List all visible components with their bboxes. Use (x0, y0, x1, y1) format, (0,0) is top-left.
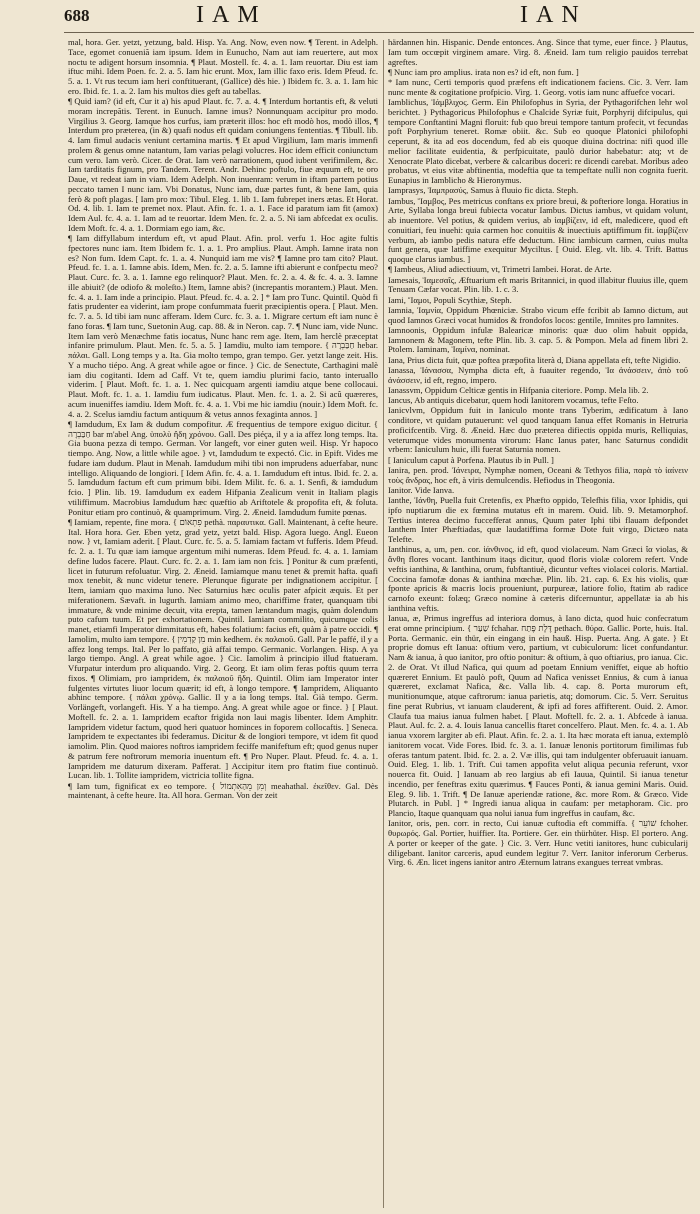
entry-ianassum: Ianassvm, Oppidum Celticæ gentis in Hifpania citeriore. Pomp. Mela lib. 2. (388, 384, 649, 395)
entry-iam-tense: mal, hora. Ger. yetzt, yetzung, bald. Hisp. Ya. Ang. Now, even now. ¶ Terent. in Adelph. Tace, egomet conueniã iam ipsum. Idem in Eunucho, Nam aut iam reuertere, aut mox noctu te adigent horsum insomnia. ¶ Plaut. Mostell. fc. 4. a. 1. Iam reuortar. Diu est iam iftuc mihi. Idem Poen. fc. 2. a. 5. Iam hic erunt. Mox, Iam illic faxo eris. Idem Pfeud. fc. 5. a. 1. Vt rus tecum iam heri conftituerant, (Gallice) dès hie. ) Ibidem fc. 3. a. 1. Iam hic ero. Ibid. fc. 1. a. 2. Iam his multos dies geft au tabellas. (68, 38, 378, 96)
entry-nunc-iam: ¶ Nunc iam pro amplius. irata non es? id eft, non fum. ] (388, 66, 579, 77)
entry-ianthe: Ianthe, Ἰάνθη, Puella fuit Cretenfis, ex Phæfto oppido, Telefhis filia, vxor Iphidis, qui ipfo nuptiarum die ex fœmina mutatus eft in marem. Ouid. lib. 9. Metamorphof. Tertius interea decimo fuccefferat annus, Quum pater Iphi tibi flauam defpondet Ianthem Inter Phæftiadas, quæ laudatiffima formæ Dote fuit virgo, Dictæo nata Telefte. (388, 495, 688, 544)
left-running-head: IAM (196, 2, 267, 28)
left-column (68, 38, 378, 1210)
entry-iambeus: ¶ Iambeus, Aliud adiectiuum, vt, Trimetri Iambei. Horat. de Arte. (388, 264, 612, 275)
column-divider (383, 40, 384, 1208)
entry-iam-nunc: * Iam nunc, Certi temporis quod præfens eft indicationem faciens. Cic. 3. Verr. Iam nunc mente & cogitatione profpicio. Virg. 1. Georg. votis iam nunc affuefce vocari. (388, 77, 688, 97)
entry-ianassa: Ianassa, Ἰάνασσα, Nympha dicta eft, à fuauiter regendo, Ἰα ἀνάσσειν, ἀπὸ τοῦ ἀνάσσειν, id eft, regno, impero. (388, 364, 688, 385)
entry-quid-iam: ¶ Quid iam? (id eft, Cur it a) his apud Plaut. fc. 7. a. 4. ¶ Interdum hortantis eft, & veluti moram increpãtis. Terent. in Eunuch. Iamne imus? Nonnunquam accipitur pro modo. Virgilius 3. Georg. Iamque hos curfus, iam præterit illos: hoc eft modò hos, modò illos, ¶ Interdum pro præterea, (in &) quafi nodus eft quidam coniungens fententias. ¶ Tibull. lib. 4. Iam fimul audacis veniunt certamina martis. ¶ Et apud Virgilium, Iam maris immenfi prolem & genus omne natantum, Iam varias pelagi volucres. Hoc idem efficit coniunctum cum vero. Iam verò. Cicer. de Orat. Iam verò narrationem, quod iubent verifimilem, &c. Iam tarditatis fignum, pro Tandem. Terent. Andr. Dehinc poftulo, fiue æquum eft, te oro Daue, vt redeat iam in viam. Idem Adelph. Non inuenram: verum in iftam partem potius peccato tamen I nunc iam. Vbi Donatus, Nunc iam, duæ partes funt, & bene Iam, quia ferò & poft plagas. [ Iam pro mox: Tibul. Eleg. 1. lib 1. Iam fubrepet iners ætas. Et Horat. Od. 4. lib. 1. Iam te premet nox. Plaut. Afin. fc. 1. a. 1. Face id paratum iam fit (amox) Idem Aul. fc. 4. a. 1. Iam ad te reuortar. Idem Men. fc. 2. a. 5. Ni iam abfcedat ex oculis. Idem Moft. fc. 4. a. 1. Dormiam ego iam, &c. (68, 96, 378, 233)
entry-iamnoonis: Iamnoonis, Oppidum infulæ Balearicæ minoris: quæ duo olim habuit oppida, Iamnonem & Magonem, tefte Plin. lib. 3. cap. 5. & Pompon. Mela ad finem libri 2. Ptolem. Iaminam, Ἰαμίνα, nominat. (388, 324, 688, 355)
entry-iambus: Iambus, Ἴαμβος, Pes metricus conftans ex priore breui, & pofteriore longa. Horatius in Arte, Syllaba longa breui fubiecta vocatur Iambus. Dictus iambus, vt quidam volunt, ab inuentore. Vel potius, & quidem verius, ab ἰαμβίζειν, id eft, maledicere, quod eft conuitiari, feu inuehi: quia carmen hoc conuitiis & inuectiuis aptiffimum fit. ἰαμβίζειν verbum, ab iambo pedis natura effe deductum. Hinc iambicum carmen, cuius multa funt genera, quæ latiffime exequitur Myciltus. [ Ouid. Eleg. vlt. lib. 4. Trift. Battus quoque clarus iambus. ] (388, 195, 688, 264)
entry-ianitor: Ianitor, oris, pen. corr. in recto, Cui ianuæ cuftodia eft commiffa. { שׁוֹעֵר fchoher. θυρωρός. Gal. Portier, huiffier. Ita. Portiere. Ger. ein thürhüter. Hisp. El portero. Ang. A porter or keeper of the gate. } Cic. 3. Verr. Hunc vetiti ianitores, hunc cubicularij diligebant. Ianitor carceris, apud eundem legitur 7. Verr. Ianitor inferorum Cerberus. Virg. 6. Æn. licet ingens ianitor antro Æternum latrans exangues terreat vmbras. (388, 818, 688, 868)
entry-ianiculum-caput: [ Ianiculum caput à Porfena. Plautus ib in Pull. ] (388, 454, 554, 465)
entry-ianthinus: Ianthinus, a, um, pen. cor. ἰάνθινος, id eft, quod violaceum. Nam Græci ἴα violas, & ἄνθη flores vocant. Ianthinum itaqs dicitur, quod floris violæ colorem refert. Vnde veftis ianthina, & Ianthina, orum, fubftantiuè, dicuntur veftes violacei coloris. Martial. Coccina famofæ donas & ianthina mœchæ. Plin. lib. 21. cap. 6. Ex his violis, quæ fponte apricis & macris locis proueniunt, purpureæ, latiore folio, ftatim ab radice carnofo exeunt: folæq; Græco nomine à cæteris difcernuntur, appellatæ ia ab his ianthina veftis. (388, 544, 688, 613)
entry-iamiam: ¶ Iamiam, repente, fine mora. { פִתְאוֹם pethà. παραυτικα. Gall. Maintenant, à cefte heure. Ital. Hora hora. Ger. Eben yetz, grad yetz, yetzt bald. Hisp. Agora luego. Angl. Eueon now. } vt, Iamiam aderit. [ Plaut. Curc. fc. 5. a. 5. Iamiam factam vt fufferis. Idem Pfeud. fc. 2. a. 1. Tu quæ iam iamque argentum mihi numeras. Idem Pfeud. fc. 4. a. 1. Iamiam define ludos facere. Plaut. Curc. fc. 2. a. 1. Iam iam non fcis. ] Ponitur & cum præfenti, licet in futurum refoluatur. Virg. 2. Æneid. Iamiamque manu tenet & premit hafta. quafi mox tenebit, & nunc videtur tenere. Plerunque figurate per indignationem accipitur. [ Item, iamiam quo maxima luno. Nec Saturnius hæc oculis pater afpicit æquis. Et per miferationem. Sævaft. in lugurth. Iamiam animo meo, chariffime frater, quanquam tibi immature, & vnde minime decuit, vita erepta, tamen læntandum magis, quàm dolendum puto cafum tuum. Et per exhortationem. Quintil. Iamiam commilito, quicumque colis manet, etiamfi Imperator dimmitatus eft, habes folatium: facius eft, quàm à patre occidi. ¶ Iamolim, multo iam tempore. { מִן קַדְמִין min kedhem. ἐκ παλαιοῦ. Gall. Par le paffé, il y a affez long temps. Ital. Per lo paffato, già affai tempo. Germanic. Vorlangen. Hisp. A ya largo tiempo. Angl. A great while agoe. } Cic. Iamolim à principio illud ftatueram. Vfurpatur interdum pro aliquando. Virg. 2. Georg. Et iam olim feras poftis quum terra fixos. ¶ Olimiam, pro iampridem, ἐκ παλαιοῦ ἢδη. Quintil. Olim iam Imperator inter fulgentes virtutes liuor locum quærit; id eft, à longo tempore. ¶ Iampridem, Aliquanto abhinc tempore. { πάλαι χρόνῳ. Gallic. Il y a ia long temps. Ital. Già tempo. Germ. Vorlängeft, vorlangeft. His. Y a ha tiempo. Ang. A great while agoe or fince. } [ Plaut. Moftell. fc. 2. a. 1. Iampridem ecaftor frigida non laui magis libenter. Idem Amphitr. Iampridem videtur factum, quod heri quatuor hominces in foporem collocaftis. ] Seneca. Iampridem te expectantes ibi federamus. Dicitur & de longiori tempore, vt idem fit quod iamolim. Plin. Quod maiores noftros iampridem feciffe manifeftum eft; quod genus nuper & patrum fere noftrorum memoria inuentum eft. ¶ Pro Nuper. Plaut. Pfeud. fc. 4. a. 1. Iampridem me daturum dixeram. Pafferat. ] Accipitur item pro ftatim fiue continuò. Lucan. lib. 1. Tollite iampridem, victricia tollite figna. (68, 516, 378, 781)
entry-iamprasys: Iamprasys, Ἰαμπρασύς, Samus à fluuio fic dicta. Steph. (388, 185, 579, 196)
entry-continuation: härdannen hin. Hispanic. Dende entonces. Ang. Since that tyme, euer fince. } Plautus, Iam tum occœpit virginem amare. Virg. 8. Æneid. Iam tum religio pauidos terrebat agreftes. (388, 38, 688, 67)
entry-iamdudum: ¶ Iamdudum, Ex Iam & dudum compofitur. Æ frequentius de tempore exiguo dicitur. { חַבַּבְרָה bar m'abel Ang. ὑπολὺ ἢδη χρόνου. Gall. Des piéça, il y a ia affez long temps. Ita. Gia buona pezza di tempo. German. Vor langeft, vor einer guten weil. Hisp. Yr hapoco tiempo. Ang. Now, a little while agoe. } vt, Iamdudum te expectó. Cic. in Epift. Vides me fudare iam dudum. Plaut in Menah. Iamdudum mihi tibi non imprudens aduerfabar, nunc intelligo. Aliquando de longiori. [ Idem Afin. fc. 4. a. 1. Iamdudum eft intus. Ibid. fc. 2. a. 5. Iamdudum factum eft cum primum bibi. Idem Milit. fc. 6. a. 1. Senfi, & iamdudum fcio. ] Plin. lib. 19. Iamdudum ex eadem Hifpania Zealicum venit in Italiam plagis vtiliffimum. Macrobius Iamdudum hæc quæftio ab Ariftotele & propofita eft, & foluta. Ponitur etiam pro continuò, & quamprimum. Virg. 2. Æneid. Iamdudum fumite pœnas. (68, 418, 378, 517)
right-running-head: IAN (520, 2, 587, 28)
entry-ianiculum: Ianicvlvm, Oppidum fuit in Ianiculo monte trans Tyberim, ædificatum à Iano conditore, vt quidam putauerunt: vel quod tanquam Ianua effet Romanis in Hetruria proficifcentib. Virg. 8. Æneid. Hæc duo præterea difiectis oppida muris, Relliquias, veterumque vides monumenta virorum: Hanc Ianus pater, hanc Saturnus condidit vrbem: Ianiculum huic, illi fuerat Saturnia nomen. (388, 405, 688, 455)
entry-iana: Iana, Prius dicta fuit, quæ poftea præpofita literà d, Diana appellata eft, tefte Nigidio. (388, 354, 681, 365)
entry-ianitor-ref: Ianitor. Vide Ianva. (388, 484, 455, 495)
right-column (388, 38, 688, 1210)
entry-ianira: Ianira, pen. prod. Ἰάνειρα, Nymphæ nomen, Oceani & Tethyos filia, παρὰ τὸ ἰαίνειν τοὺς ἄνδρας, hoc eft, à viris demulcendis. Hefiodus in Theogonia. (388, 464, 688, 485)
entry-iamblichus: Iamblichus, Ἰάμβλιχος. Germ. Ein Philofophus in Syria, der Pythagorifchen lehr wol berichtet. } Pythagoricus Philofophus e Chalcide Syriæ fuit, Porphyrij difcipulus, qui tempore Conftantini Magni floruit: fub quo breui tempore tantum profecit, vt fecundas poft Porphyrium teneret. Romæ obiit. &c. Sub eo quoque Platonici philofophi ceperunt, & ita ad eos docendum, fed ab eis quoque diuina doctrina: nifi quod ille melior facilitate euidentia, & perfpicuitate, paulò durior habebatur: atq; vt de Xenocrate Plato dicebat, verbere & calcaribus doceri: re dicendi carebat. Moribus adeo probatus, vt eius vitæ abftinentia, modeftia que ta tempeftate nulli non cognita fuerit. Eunapius in Iamblicho & Hieronymus. (388, 97, 688, 185)
entry-iam-disyllabic: ¶ Iam diffyllabum interdum eft, vt apud Plaut. Afin. prol. verfu 1. Hoc agite fultis fpectores nunc iam. Item Ibidem fc. 1. a. 1. Pro amplius. Plaut. Amph. Iamne irata non es? Non fum. Idem Capt. fc. 1. a. 4. Nunquid iam me vis? ¶ Iamne pro tam cito? Plaut. Pfeud. fc. 1. a. 1. Iamne abis. Idem, Men. fc. 2. a. 5. Iamne ifti abierunt e confpectu meo? Plaut. Curc. fc. 3. a. 1. Iamne ego relinquor? Plaut. Men. fc. 2. a. 4. & fc. 4. a. 3. Iamne ille abiuit? (de odiofo & moleſto.) Item, Iamne abis? (increpantis morantem.) Plaut. Men. fc. 4. a. 1. Iam inde a principio. Plaut. Pfeud. fc. 4. a. 2. ] * Iam pro Tunc. Quintil. Quòd fi fatis prudenter ea viderint, iam prope confummata fuerit præcipientis opera. [ Plaut. Men. fc. 7. a. 5. Id tibi iam nunc afferam. Idem Curc. fc. 3. a. 1. Migrare certum eft iam nunc è fano foras. ¶ Iam tunc, Suetonin Aug. cap. 88. & in Neron. cap. 7. ¶ Nunc iam, vide Nunc. Item Iam verò Menæchme fatis iocatus, Nunc hanc rem age. Item, Iam herclè præceptat infanire primulum. Plaut. Men. fc. 5. a. 5. ] Iamdiu, multo iam tempore. { חַבַּבְרָה hebar. πάλαι. Gall. Long temps y a. Ita. Gia molto tempo, gran tempo. Ger. yetzt lange zeit. His. Y a mucho tiépo. Ang. A great while agoe or fince. } Cic. de Senectute, Carthagini malè iam diu cogitanti. Idem ad Caff. Vt te, quem iamdiu plurimi facio, tanto interuallo viderim. [ Plaut. Moft. fc. 1. a. 1. Nec quicquam argenti iamdiu atque bene collocaui. Plaut. Moft. fc. 1. a. 1. Iamdiu fum iudicatus. Plaut. Men. fc. 1. a. 2. Si acû quæreres, acum inueniffes iamdiu. Idem Moft. fc. 4. a. 1. Vbi me hic iamdiu (nouir.) Idem Moft. fc. 4. a. 2. Scelus iamdiu factum antiquum & vetus annos fexaginta annos. ] (68, 233, 378, 419)
entry-iamnia: Iamnia, Ἰαμνία, Oppidum Phœniciæ. Strabo vicum effe fcribit ab Iamno dictum, aut quod Iamnos Græci vocat humidos & frondofos locos: gentile, Imnites pro Iamnites. (388, 304, 688, 325)
entry-iancus: Iancus, Ab antiquis dicebatur, quem hodi Ianitorem vocamus, tefte Feſto. (388, 395, 639, 405)
entry-iami: Iami, Ἴαμοι, Populi Scythiæ, Steph. (388, 294, 512, 305)
page-number: 688 (64, 6, 90, 25)
entry-iam-tum: ¶ Iam tum, fignificat ex eo tempore. { וְמִן מֵהַאִתְמוֹל meahathal. ἐκεῖθεν. Gal. Dès maintenant, à cefte heure. Ita. All hora. German. Von der zeit (68, 780, 378, 801)
entry-ianua: Ianua, æ, Primus ingreffus ad interiora domus, à Iano dicta, quod huic confecratum erat omne principium. { שַׁעַר fchahar. דֶּלֶת פֶּתַח pethach. θύρα. Gallic. Porte, huis. Ital. Porta. Germanic. ein thür, ein eingang in ein hauß. Hisp. Puerta. Ang. A gate. } Et proprie domus eft Ianua: oftium vero, partium, vt cubiculorum: licet confundantur. Nam & ianua, à quo ianitor, pro oftio ponitur: & oftium, à quo oftiarius, pro ianua. Cic. 2. de Orat. Vt illud Nafica, qui quum ad poetam Ennium veniffet, eique ab hoftio quæreret Ennium. Et paulò poft, Quum ad Nafica venisset Ennius, & cum à ianua quæreret, exclamat Nafica, &c. Valla lib. 4. cap. 8. Porta murorum eft, munitionumque, atque caftrorum: ianua parietis, atq; domorum. Cic. 5. Verr. Seruitus fine perat Rubrius, vt ianuam clauderent, & ipfi ad fores affifterent. Ouid. 2. Amor. Claufa tua maius ianua fulmen habet. [ Plaut. Moftell. fc. 2. a. 1. Abfcede à ianua. Plaut. Aul. fc. 2. a. 4. Iouis Ianua cancellis ftaret concelfero. Plaut. Men. fc. 4. a. 1. Ab ianua vxorem largiter ab efi. Plaut. Afin. fc. 2. a. 1. Ita hæc morata eft ianua, extemplò ianitorem vocat. Vide Fores. Ibid. fc. 3. a. 1. Ianuæ lenonis portitorum fimilimas fub oferas tantum patent. Ibid. fc. 2. a. 2. Væ illis, qui tam indulgenter obferuauit ianuam. Ouid. Eleg. 1. lib. 1. Trift. Cui tamen appofita velut aliqua pecunia referunt, vxor nouerca fit. Ouid. ] Ianuam ab reo largius ab efi Iauua, Quintil. Si ianua tenetur incendio, per feneftras exitu quærimus. ¶ Fauces Ponti, & ianua gemini Maris. Ouid. Eleg. 9. lib. 1. Trift. ¶ De Ianuæ aperiendæ ratione, &c. more Rom. & Græco. Vide Plutarch. in Publ. ] * Ingredi ianua aliqua in caufam: per metaphoram. Cic. pro Plancio, Itaque quanquam qua nolui ianua fum ingreffus in caufam, &c. (388, 613, 688, 818)
header-rule (64, 32, 694, 33)
entry-iamesais: Iamesais, Ἰαμεσαΐς, Æftuarium eft maris Britannici, in quod illabitur fluuius ille, quem Tenuam Cæfar vocat. Plin. lib. 1. c. 3. (388, 274, 688, 295)
